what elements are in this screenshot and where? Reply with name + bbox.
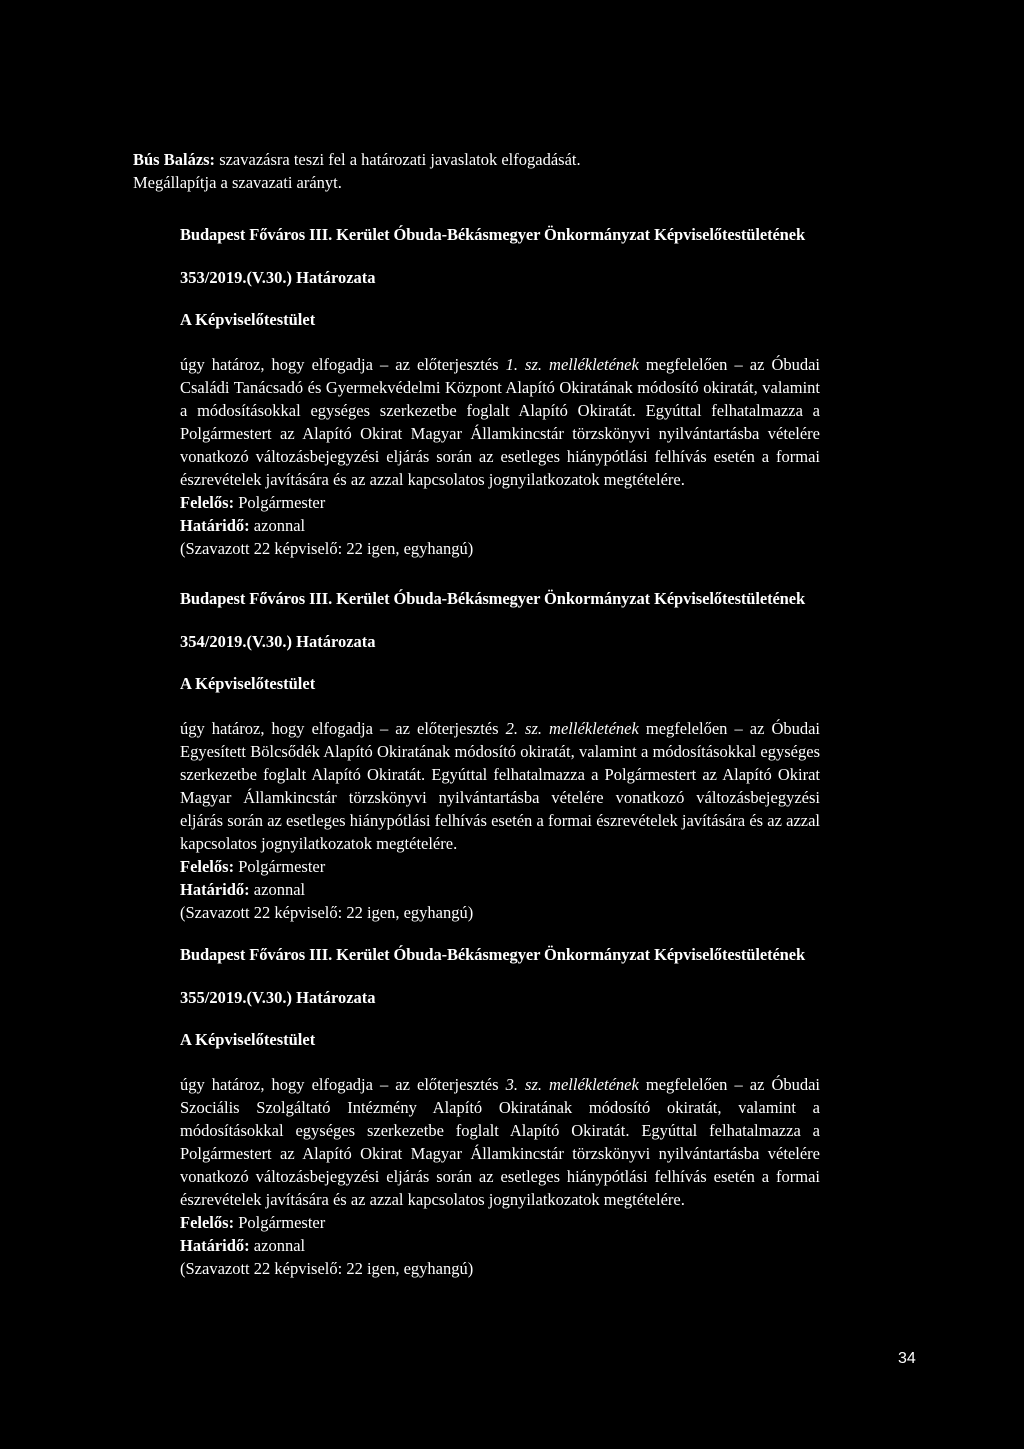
vote-line: (Szavazott 22 képviselő: 22 igen, egyhangú) bbox=[180, 539, 474, 558]
resolution-text-italic: 3. sz. mellékletének bbox=[505, 1075, 639, 1094]
responsible-line bbox=[180, 1211, 820, 1234]
intro-section bbox=[133, 148, 853, 194]
resolution-353 bbox=[180, 223, 820, 560]
deadline-value: azonnal bbox=[253, 1236, 306, 1255]
responsible-value: Polgármester bbox=[238, 857, 326, 876]
resolution-text-post: megfelelően – az Óbudai Családi Tanácsadó és Gyermekvédelmi Központ Alapító Okiratának módosító okiratát, valamint a módosításokkal egységes szerkezetbe foglalt Alapító Okiratát. Egyúttal felhatalmazza a Polgármestert az Alapító Okirat Magyar Államkincstár törzskönyvi nyilvántartásba vételére vonatkozó változásbejegyzési eljárás során az esetleges hiánypótlási felhívás esetén a formai észrevételek javítására és az azzal kapcsolatos jognyilatkozatok megtételére. bbox=[180, 355, 821, 489]
resolution-heading: Budapest Főváros III. Kerület Óbuda-Békásmegyer Önkormányzat Képviselőtestületének bbox=[180, 225, 806, 244]
resolution-number: 355/2019.(V.30.) Határozata bbox=[180, 988, 376, 1007]
resolution-text-post: megfelelően – az Óbudai Egyesített Bölcsődék Alapító Okiratának módosító okiratát, valamint a módosításokkal egységes szerkezetbe foglalt Alapító Okiratát. Egyúttal felhatalmazza a Polgármestert az Alapító Okirat Magyar Államkincstár törzskönyvi nyilvántartásba vételére vonatkozó változásbejegyzési eljárás során az esetleges hiánypótlási felhívás esetén a formai észrevételek javítására és az azzal kapcsolatos jognyilatkozatok megtételére. bbox=[180, 719, 821, 853]
resolution-text-pre: úgy határoz, hogy elfogadja – az előterjesztés bbox=[180, 355, 506, 374]
resolution-text-pre: úgy határoz, hogy elfogadja – az előterjesztés bbox=[180, 1075, 506, 1094]
deadline-value: azonnal bbox=[253, 880, 306, 899]
responsible-label: Felelős: bbox=[180, 493, 235, 512]
deadline-value: azonnal bbox=[253, 516, 306, 535]
intro-line-1 bbox=[133, 148, 853, 171]
responsible-label: Felelős: bbox=[180, 857, 235, 876]
resolution-heading: Budapest Főváros III. Kerület Óbuda-Békásmegyer Önkormányzat Képviselőtestületének bbox=[180, 589, 806, 608]
speaker-name: Bús Balázs: bbox=[133, 150, 216, 169]
resolution-number: 354/2019.(V.30.) Határozata bbox=[180, 632, 376, 651]
resolution-text-pre: úgy határoz, hogy elfogadja – az előterjesztés bbox=[180, 719, 506, 738]
resolution-number: 353/2019.(V.30.) Határozata bbox=[180, 268, 376, 287]
resolution-heading: Budapest Főváros III. Kerület Óbuda-Békásmegyer Önkormányzat Képviselőtestületének bbox=[180, 945, 806, 964]
resolution-text-post: megfelelően – az Óbudai Szociális Szolgáltató Intézmény Alapító Okiratának módosító okiratát, valamint a módosításokkal egységes szerkezetbe foglalt Alapító Okiratát. Egyúttal felhatalmazza a Polgármestert az Alapító Okirat Magyar Államkincstár törzskönyvi nyilvántartásba vételére vonatkozó változásbejegyzési eljárás során az esetleges hiánypótlási felhívás esetén a formai észrevételek javítására és az azzal kapcsolatos jognyilatkozatok megtételére. bbox=[180, 1075, 821, 1209]
resolution-body-label: A Képviselőtestület bbox=[180, 1030, 316, 1049]
resolution-text-italic: 2. sz. mellékletének bbox=[505, 719, 639, 738]
responsible-line bbox=[180, 855, 820, 878]
resolution-body-label: A Képviselőtestület bbox=[180, 310, 316, 329]
deadline-label: Határidő: bbox=[180, 880, 250, 899]
responsible-value: Polgármester bbox=[238, 1213, 326, 1232]
responsible-value: Polgármester bbox=[238, 493, 326, 512]
resolution-text bbox=[180, 353, 820, 491]
responsible-line bbox=[180, 491, 820, 514]
resolution-354 bbox=[180, 587, 820, 924]
intro-text: szavazásra teszi fel a határozati javaslatok elfogadását. bbox=[219, 150, 581, 169]
resolution-body-label: A Képviselőtestület bbox=[180, 674, 316, 693]
page-number: 34 bbox=[898, 1350, 916, 1367]
deadline-label: Határidő: bbox=[180, 1236, 250, 1255]
responsible-label: Felelős: bbox=[180, 1213, 235, 1232]
intro-line-2: Megállapítja a szavazati arányt. bbox=[133, 173, 342, 192]
vote-line: (Szavazott 22 képviselő: 22 igen, egyhangú) bbox=[180, 1259, 474, 1278]
deadline-label: Határidő: bbox=[180, 516, 250, 535]
resolution-text bbox=[180, 717, 820, 855]
resolution-355 bbox=[180, 943, 820, 1280]
resolution-text bbox=[180, 1073, 820, 1211]
deadline-line bbox=[180, 1234, 820, 1257]
deadline-line bbox=[180, 878, 820, 901]
resolution-text-italic: 1. sz. mellékletének bbox=[505, 355, 639, 374]
vote-line: (Szavazott 22 képviselő: 22 igen, egyhangú) bbox=[180, 903, 474, 922]
deadline-line bbox=[180, 514, 820, 537]
